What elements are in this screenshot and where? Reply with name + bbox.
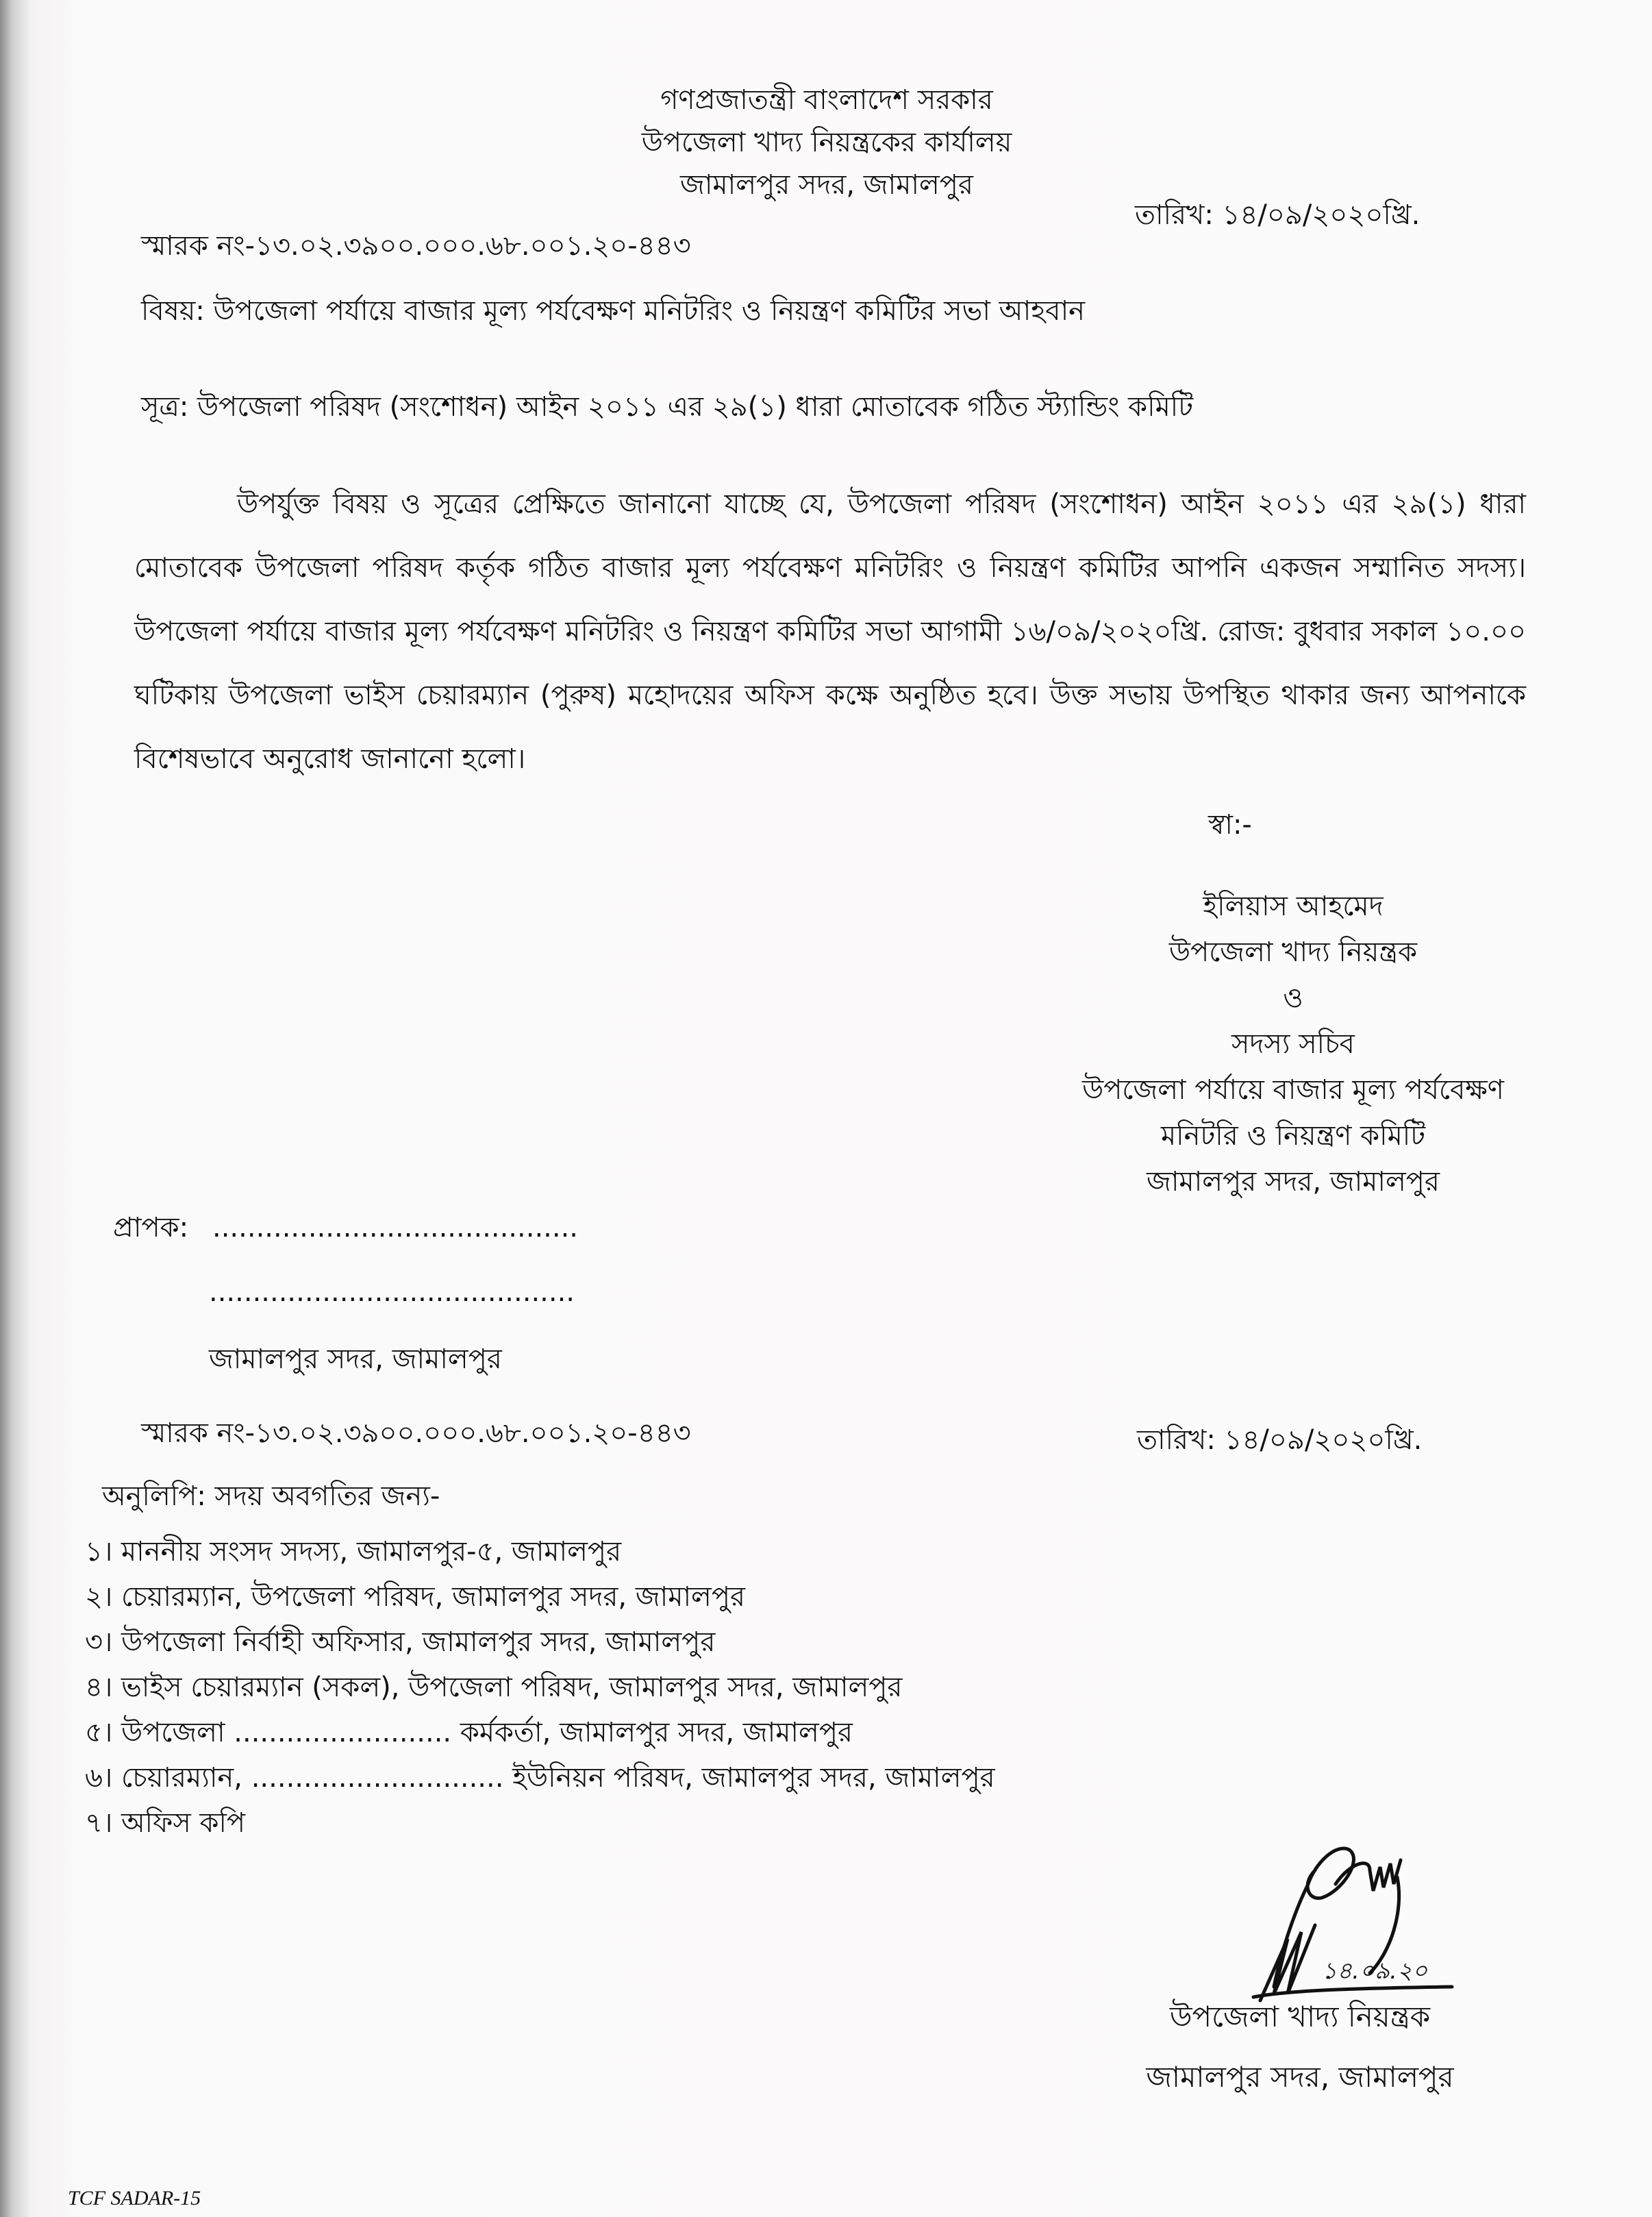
handwritten-signature: [1233, 1829, 1466, 2007]
bottom-signature-location: জামালপুর সদর, জামালপুর: [1146, 2060, 1454, 2094]
header-location: জামালপুর সদর, জামালপুর: [680, 169, 973, 201]
footer-code: TCF SADAR-15: [68, 2187, 201, 2209]
list-item: ১। মাননীয় সংসদ সদস্য, জামালপুর-৫, জামালপুর: [85, 1536, 622, 1568]
committee-line1: উপজেলা পর্যায়ে বাজার মূল্য পর্যবেক্ষণ: [1082, 1074, 1504, 1106]
signatory-conjunction: ও: [1283, 982, 1303, 1014]
list-item: ৬। চেয়ারম্যান, ............................. ইউনিয়ন পরিষদ, জামালপুর সদর, জামালপুর: [85, 1762, 995, 1794]
list-item: ২। চেয়ারম্যান, উপজেলা পরিষদ, জামালপুর সদর, জামালপুর: [85, 1581, 746, 1613]
memo-number: স্মারক নং-১৩.০২.৩৯০০.০০০.৬৮.০০১.২০-৪৪৩: [141, 230, 691, 262]
list-item: ৪। ভাইস চেয়ারম্যান (সকল), উপজেলা পরিষদ, জামালপুর সদর, জামালপুর: [85, 1672, 903, 1703]
recipient-label: প্রাপক:: [113, 1212, 189, 1243]
header-office: উপজেলা খাদ্য নিয়ন্ত্রকের কার্যালয়: [641, 127, 1012, 158]
list-item: ৩। উপজেলা নির্বাহী অফিসার, জামালপুর সদর, জামালপুর: [85, 1626, 716, 1658]
recipient-blank-1: ..........................................: [212, 1212, 579, 1243]
sign-mark: স্বা:-: [1208, 809, 1252, 841]
recipient-address: জামালপুর সদর, জামালপুর: [209, 1343, 502, 1375]
memo-date: তারিখ: ১৪/০৯/২০২০খ্রি.: [1135, 199, 1421, 231]
signatory-title: উপজেলা খাদ্য নিয়ন্ত্রক: [1168, 937, 1418, 968]
copy-memo-number: স্মারক নং-১৩.০২.৩৯০০.০০০.৬৮.০০১.২০-৪৪৩: [141, 1417, 691, 1449]
bottom-signature-title: উপজেলা খাদ্য নিয়ন্ত্রক: [1169, 2000, 1431, 2033]
committee-line2: মনিটরি ও নিয়ন্ত্রণ কমিটি: [1160, 1120, 1426, 1152]
signatory-block: [1082, 884, 1504, 1205]
copy-heading: অনুলিপি: সদয় অবগতির জন্য-: [102, 1481, 440, 1512]
recipient-blank-2: ..........................................: [209, 1276, 575, 1308]
copy-memo-date: তারিখ: ১৪/০৯/২০২০খ্রি.: [1137, 1424, 1423, 1456]
reference-line: সূত্র: উপজেলা পরিষদ (সংশোধন) আইন ২০১১ এর ২৯(১) ধারা মোতাবেক গঠিত স্ট্যান্ডিং কমিটি: [141, 391, 1194, 423]
signatory-name: ইলিয়াস আহমেদ: [1203, 891, 1384, 922]
copy-list: [85, 1529, 995, 1846]
bottom-signature: [1146, 1987, 1453, 2107]
handwritten-date: ১৪.০৯.২০: [1322, 1957, 1428, 1985]
list-item: ৫। উপজেলা ......................... কর্মকর্তা, জামালপুর সদর, জামালপুর: [85, 1717, 853, 1748]
header-government: গণপ্রজাতন্ত্রী বাংলাদেশ সরকার: [660, 84, 993, 116]
body-paragraph: উপর্যুক্ত বিষয় ও সূত্রের প্রেক্ষিতে জানানো যাচ্ছে যে, উপজেলা পরিষদ (সংশোধন) আইন ২০১১ এর ২৯(১) ধারা মোতাবেক উপজেলা পরিষদ কর্তৃক গঠিত বাজার মূল্য পর্যবেক্ষণ মনিটরিং ও নিয়ন্ত্রণ কমিটির আপনি একজন সম্মানিত সদস্য। উপজেলা পর্যায়ে বাজার মূল্য পর্যবেক্ষণ মনিটরিং ও নিয়ন্ত্রণ কমিটির সভা আগামী ১৬/০৯/২০২০খ্রি. রোজ: বুধবার সকাল ১০.০০ ঘটিকায় উপজেলা ভাইস চেয়ারম্যান (পুরুষ) মহোদয়ের অফিস কক্ষে অনুষ্ঠিত হবে। উক্ত সভায় উপস্থিত থাকার জন্য আপনাকে বিশেষভাবে অনুরোধ জানানো হলো।: [134, 488, 1526, 775]
subject-line: বিষয়: উপজেলা পর্যায়ে বাজার মূল্য পর্যবেক্ষণ মনিটরিং ও নিয়ন্ত্রণ কমিটির সভা আহবান: [141, 295, 1086, 327]
list-item: ৭। অফিস কপি: [85, 1807, 246, 1839]
signatory-location: জামালপুর সদর, জামালপুর: [1147, 1166, 1440, 1198]
signatory-role: সদস্য সচিব: [1231, 1028, 1355, 1060]
